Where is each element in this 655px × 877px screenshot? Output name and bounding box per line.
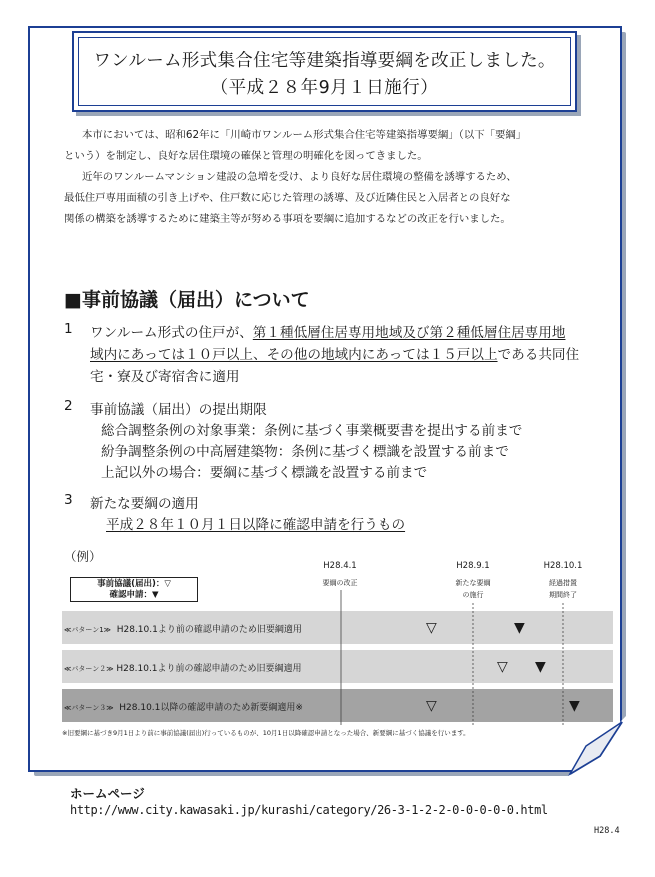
item-2-number: 2 bbox=[64, 398, 73, 414]
intro-line-2: という）を制定し、良好な居住環境の確保と管理の明確化を図ってきました。 bbox=[64, 150, 428, 162]
item-1-underlined-b: 域内にあっては１０戸以上、その他の地域内にあっては１５戸以上 bbox=[90, 347, 498, 363]
pattern-row-1-label: ≪パターン1≫ H28.10.1より前の確認申請のため旧要綱適用 bbox=[64, 625, 302, 635]
milestone-2-date: H28.9.1 bbox=[456, 561, 490, 571]
item-2-line-2: 紛争調整条例の中高層建築物：条例に基づく標識を設置する前まで bbox=[101, 444, 509, 460]
milestone-2-caption-2: の施行 bbox=[462, 591, 484, 599]
page-title: ワンルーム形式集合住宅等建築指導要綱を改正しました。 bbox=[93, 51, 556, 71]
pattern-1-open-triangle: ▽ bbox=[426, 620, 437, 636]
legend-line-1: 事前協議(届出)：▽ bbox=[97, 579, 171, 589]
intro-line-5: 関係の構築を誘導するために建築主等が努める事項を要綱に追加するなどの改正を行いました。 bbox=[64, 213, 511, 225]
intro-line-1: 本市においては、昭和62年に「川崎市ワンルーム形式集合住宅等建築指導要綱」（以下「要綱」 bbox=[82, 129, 527, 141]
item-2-heading: 事前協議（届出）の提出期限 bbox=[90, 402, 267, 418]
item-1-suffix-b: である共同住 bbox=[497, 347, 580, 363]
item-3-underlined: 平成２８年１０月１日以降に確認申請を行うもの bbox=[106, 517, 406, 533]
item-3-heading: 新たな要綱の適用 bbox=[90, 496, 199, 512]
pattern-row-2-label: ≪パターン２≫ H28.10.1より前の確認申請のため旧要綱適用 bbox=[64, 664, 302, 674]
item-1-line-3: 宅・寮及び寄宿舎に適用 bbox=[90, 369, 240, 385]
example-footnote: ※旧要綱に基づき9月1日より前に事前協議(届出)行っているものが、10月1日以降確認申請となった場合、新要綱に基づく協議を行います。 bbox=[62, 729, 470, 737]
milestone-3-caption-1: 経過措置 bbox=[549, 579, 577, 587]
item-3-number: 3 bbox=[64, 492, 73, 508]
item-1-prefix: ワンルーム形式の住戸が、 bbox=[90, 325, 253, 341]
item-2-line-3: 上記以外の場合：要綱に基づく標識を設置する前まで bbox=[101, 465, 428, 481]
intro-line-4: 最低住戸専用面積の引き上げや、住戸数に応じた管理の誘導、及び近隣住民と入居者との良好な bbox=[64, 192, 511, 204]
item-1-underlined-a: 第１種低層住居専用地域及び第２種低層住居専用地 bbox=[252, 325, 566, 341]
pattern-3-filled-triangle: ▼ bbox=[569, 698, 580, 714]
milestone-3-caption-2: 期間終了 bbox=[549, 591, 577, 599]
example-label: （例） bbox=[64, 549, 102, 564]
milestone-1-date: H28.4.1 bbox=[323, 561, 357, 571]
pattern-2-filled-triangle: ▼ bbox=[535, 659, 546, 675]
milestone-3-date: H28.10.1 bbox=[543, 561, 583, 571]
homepage-label: ホームページ bbox=[70, 786, 145, 801]
section-heading: ■事前協議（届出）について bbox=[64, 289, 310, 311]
intro-line-3: 近年のワンルームマンション建設の急増を受け、より良好な居住環境の整備を誘導するため、 bbox=[82, 171, 517, 183]
pattern-3-open-triangle: ▽ bbox=[426, 698, 437, 714]
item-1-number: 1 bbox=[64, 321, 73, 337]
milestone-1-caption: 要綱の改正 bbox=[322, 579, 358, 587]
legend-line-2: 確認申請：▼ bbox=[109, 590, 159, 600]
milestone-2-caption-1: 新たな要綱 bbox=[455, 579, 491, 587]
pattern-row-3-label: ≪パターン３≫ H28.10.1以降の確認申請のため新要綱適用※ bbox=[64, 703, 303, 713]
document-date: H28.4 bbox=[594, 826, 620, 836]
pattern-1-filled-triangle: ▼ bbox=[514, 620, 525, 636]
page-subtitle: （平成２８年9月１日施行） bbox=[210, 78, 439, 98]
homepage-url[interactable]: http://www.city.kawasaki.jp/kurashi/category/26-3-1-2-2-0-0-0-0-0.html bbox=[70, 803, 548, 817]
pattern-2-open-triangle: ▽ bbox=[497, 659, 508, 675]
item-2-line-1: 総合調整条例の対象事業：条例に基づく事業概要書を提出する前まで bbox=[101, 423, 523, 439]
